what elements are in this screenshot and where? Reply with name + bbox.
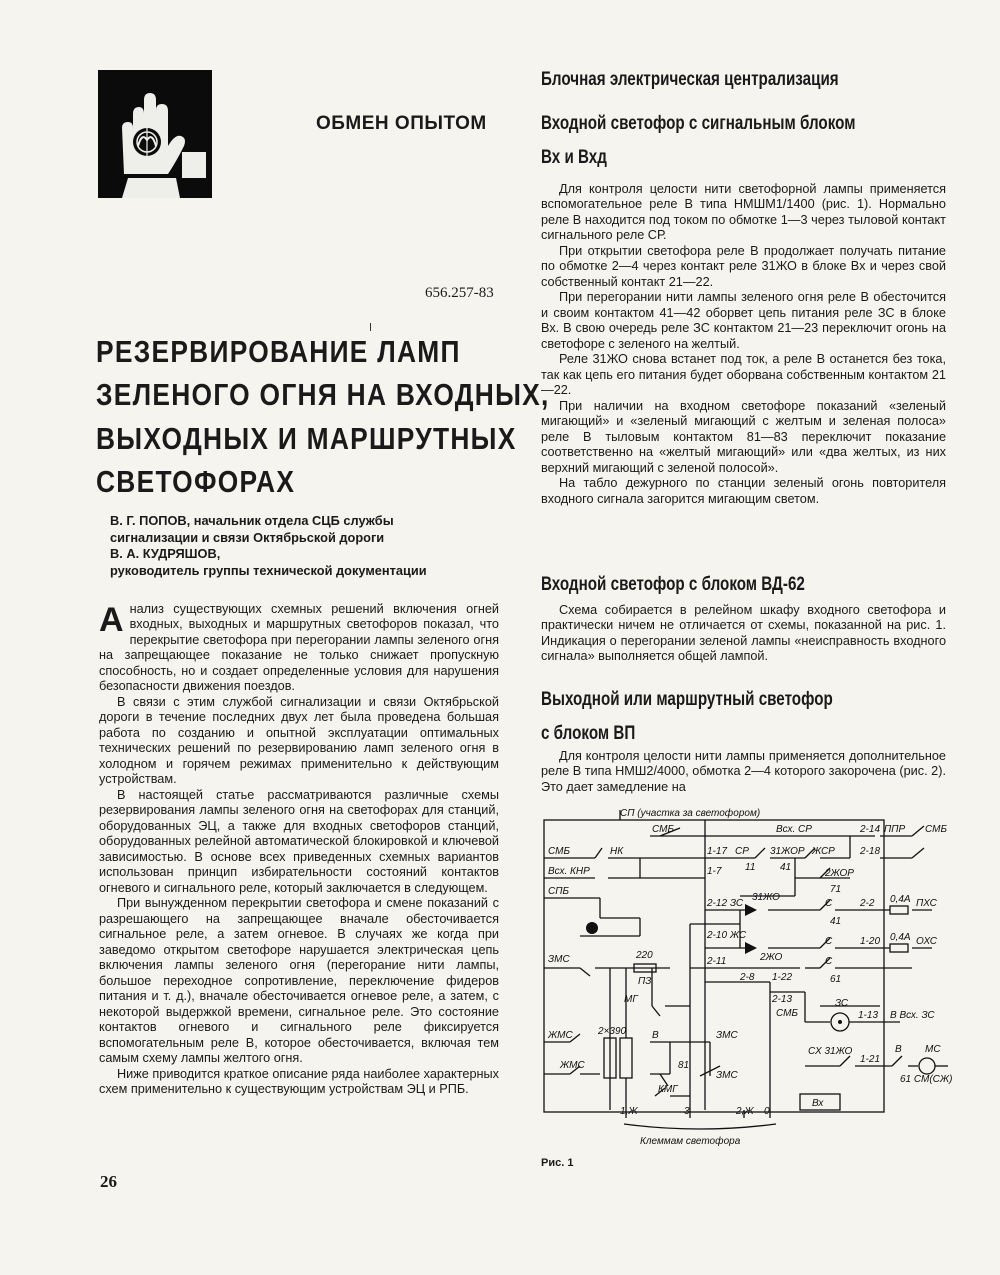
figure-label: 1-20 [860, 936, 881, 947]
section-heading: ОБМЕН ОПЫТОМ [316, 113, 487, 134]
paragraph: В настоящей статье рассматриваются различные схемы резервирования лампы зеленого огня на светофорах для станций, оборудованных ЭЦ, а также для входных светофоров станций, оборудованных релейной автоматической блокировкой и ключевой зависимостью. В основе всех приведенных схемных вариантов использован принцип избирательности состояний контактов огневого и сигнального реле, который заключается в следующем. [99, 787, 499, 895]
author-line: В. А. КУДРЯШОВ, [110, 546, 221, 562]
figure-label: 2-14 [860, 824, 881, 835]
figure-label: 81 [678, 1060, 690, 1071]
figure-label: 31ЖО [752, 892, 780, 903]
figure-label: 41 [780, 862, 792, 873]
figure-label: 2-12 [707, 898, 728, 909]
figure-label: 1-21 [860, 1054, 881, 1065]
article-title [96, 330, 550, 504]
rubric-logo [98, 70, 212, 198]
figure-label: 0,4А [890, 932, 911, 943]
figure-label: СМБ [776, 1008, 798, 1019]
author-line: В. Г. ПОПОВ, начальник отдела СЦБ службы [110, 513, 394, 528]
drop-cap: А [99, 601, 124, 639]
title-line: РЕЗЕРВИРОВАНИЕ ЛАМП [96, 334, 461, 369]
figure-label: СПБ [548, 886, 569, 897]
figure-label: ПЗ [638, 976, 652, 987]
figure-label: МГ [624, 994, 638, 1005]
subsection-heading: Входной светофор с блоком ВД-62 [541, 574, 805, 595]
paragraph: Для контроля целости нити светофорной лампы применяется вспомогательное реле В типа НМШМ1/1400 (рис. 1). Нормально реле В находится под током по обмотке 1—3 через тыловой контакт сигнального реле СР. [541, 182, 946, 243]
left-column-body [99, 602, 499, 1098]
title-line: ВЫХОДНЫХ И МАРШРУТНЫХ [96, 420, 517, 456]
figure-label: 2×390 [598, 1026, 627, 1037]
author-line: руководитель группы технической документации [110, 562, 427, 578]
authors [110, 513, 500, 580]
figure-label: ЗМС [716, 1030, 738, 1041]
paragraph: При перегорании нити лампы зеленого огня реле В обесточится и своим контактом 41—42 оборвет цепь питания реле ЗС в блоке Вх. В свою очередь реле ЗС контактом 21—23 переключит огонь на светофоре с зеленого на желтый. [541, 290, 946, 351]
paragraph: При наличии на входном светофоре показаний «зеленый мигающий» и «зеленый мигающий с желтым и зеленая полоса» реле В тыловым контактом 81—83 переключит показание соответственно на «желтый мигающий» или «два желтых, из них верхний мигающий с зеленой полосой». [541, 398, 946, 475]
paragraph: Реле 31ЖО снова встанет под ток, а реле В останется без тока, так как цепь его питания будет оборвана собственным контактом 21—22. [541, 352, 946, 398]
figure-label: ППР [884, 824, 906, 835]
figure-label: 2,Ж [736, 1106, 754, 1117]
figure-label: 2ЖО [760, 952, 783, 963]
figure-label: 61 СМ(СЖ) [900, 1074, 952, 1085]
paragraph: Ниже приводится краткое описание ряда наиболее характерных схем применительно к существующим устройствам ЭЦ и РПБ. [99, 1066, 499, 1097]
title-line: СВЕТОФОРАХ [96, 464, 296, 500]
subsection-heading: Вх и Вхд [541, 147, 607, 168]
figure-label: ЖМС [560, 1060, 585, 1071]
figure-label: 0 [764, 1106, 770, 1117]
figure-label: НК [610, 846, 624, 857]
subsection-heading: с блоком ВП [541, 723, 636, 744]
figure-label: 1,Ж [620, 1106, 638, 1117]
title-line: ЗЕЛЕНОГО ОГНЯ НА ВХОДНЫХ, [96, 377, 550, 413]
circuit-schematic [540, 806, 952, 1146]
figure-label: ЖС [730, 930, 747, 941]
figure-label: СМБ [652, 824, 674, 835]
figure-label: 2-10 [707, 930, 728, 941]
paragraph: Для контроля целости нити лампы применяется дополнительное реле В типа НМШ2/4000, обмотка 2—4 которого закорочена (рис. 2). Это дает замедление на [541, 749, 946, 794]
figure-label: В Всх. ЗС [890, 1010, 935, 1021]
figure-label: 41 [830, 916, 842, 927]
figure-label: СМБ [548, 846, 570, 857]
figure-label: ЗС [730, 898, 744, 909]
figure-label: С [825, 898, 833, 909]
page-number: 26 [100, 1172, 117, 1191]
hand-icon [98, 70, 212, 198]
figure-label: ПХС [916, 898, 937, 909]
figure-label: ЖСР [812, 846, 835, 857]
figure-label: 2-8 [740, 972, 755, 983]
figure-label: СП (участка за светофором) [620, 808, 761, 819]
paragraph: При открытии светофора реле В продолжает получать питание по обмотке 2—4 через контакт реле 31ЖО в блоке Вх и через свой собственный контакт 21—22. [541, 243, 946, 289]
figure-label: 2-13 [772, 994, 793, 1005]
figure-label: С [825, 936, 833, 947]
udc-code: 656.257-83 [425, 285, 494, 301]
figure-label: СХ 31ЖО [808, 1046, 853, 1057]
figure-label: 2ЖОР [825, 868, 854, 879]
figure-label: 1-22 [772, 972, 793, 983]
figure-label: 1-7 [707, 866, 722, 877]
figure-label: 3 [684, 1106, 690, 1117]
figure-label: ЖМС [548, 1030, 573, 1041]
figure-label: ЗМС [548, 954, 570, 965]
right-column-body [541, 603, 946, 665]
figure-label: СР [735, 846, 749, 857]
figure-label: 61 [830, 974, 842, 985]
figure-label: 2-2 [860, 898, 875, 909]
figure-label: СМБ [925, 824, 947, 835]
figure-label: 2-11 [707, 956, 727, 967]
subsection-heading: Входной светофор с сигнальным блоком [541, 113, 856, 134]
paragraph: В связи с этим службой сигнализации и связи Октябрьской дороги в течение последних двух лет была проведена большая работа по созданию и опытной эксплуатации оптимальных технических решений по резервированию ламп зеленого огня в холодном и горячем режимах применительно к действующим устройствам. [99, 694, 499, 787]
figure-label: Всх. КНР [548, 866, 590, 877]
figure-label: 11 [745, 862, 756, 873]
paragraph: Схема собирается в релейном шкафу входного светофора и практически ничем не отличается от схемы, показанной на рис. 1. Индикация о перегорании зеленой лампы «неисправность входного сигнала» выполняется общей лампой. [541, 603, 946, 664]
figure-label: Вх [812, 1098, 824, 1109]
figure-label: МС [925, 1044, 941, 1055]
figure-label: 0,4А [890, 894, 911, 905]
figure-label: КМГ [658, 1084, 678, 1095]
figure-label: ЗС [835, 998, 849, 1009]
figure-label: С [825, 956, 833, 967]
figure-label: 220 [636, 950, 653, 961]
figure-label: ОХС [916, 936, 937, 947]
paragraph: При вынужденном перекрытии светофора и смене показаний с разрешающего на запрещающее вначале обесточивается сигнальное реле, а затем огневое. В случаях же когда при заведомо открытом светофоре нарушается электрическая цепь включения лампы зеленого огня (перегорание нити лампы, большое переходное сопротивление, переключение фидеров питания и т. д.), вначале обесточивается огневое реле, а затем, с некоторой выдержкой времени, сигнальное реле. Это состояние контактов огневого и сигнального реле фиксируется вспомогательным реле В, которое обесточивается, включая тем самым схему лампы желтого огня. [99, 896, 499, 1066]
figure-label: 71 [830, 884, 842, 895]
rubric-heading: Блочная электрическая централизация [541, 69, 839, 90]
figure-label: 31ЖОР [770, 846, 805, 857]
circuit-diagram [540, 806, 952, 1146]
paragraph: Анализ существующих схемных решений включения огней входных, выходных и маршрутных светофоров показал, что перекрытие светофора при перегорании лампы зеленого огня на запрещающее показание не только снижает пропускную способность, но и создает определенные условия для нарушения безопасности движения поездов. [99, 601, 499, 694]
right-column-body [541, 749, 946, 795]
figure-caption: Рис. 1 [541, 1157, 574, 1169]
author-line: сигнализации и связи Октябрьской дороги [110, 529, 385, 545]
figure-label: Всх. СР [776, 824, 812, 835]
figure-label: В [895, 1044, 902, 1055]
subsection-heading: Выходной или маршрутный светофор [541, 689, 833, 710]
figure-label: ЗМС [716, 1070, 738, 1081]
paragraph: На табло дежурного по станции зеленый огонь повторителя входного сигнала загорится мигающим светом. [541, 476, 946, 506]
figure-label: 1-13 [858, 1010, 879, 1021]
figure-label: 1-17 [707, 846, 728, 857]
figure-bottom-label: Клеммам светофора [640, 1136, 741, 1146]
figure-label: В [652, 1030, 659, 1041]
right-column-body [541, 182, 946, 507]
figure-label: 2-18 [860, 846, 881, 857]
